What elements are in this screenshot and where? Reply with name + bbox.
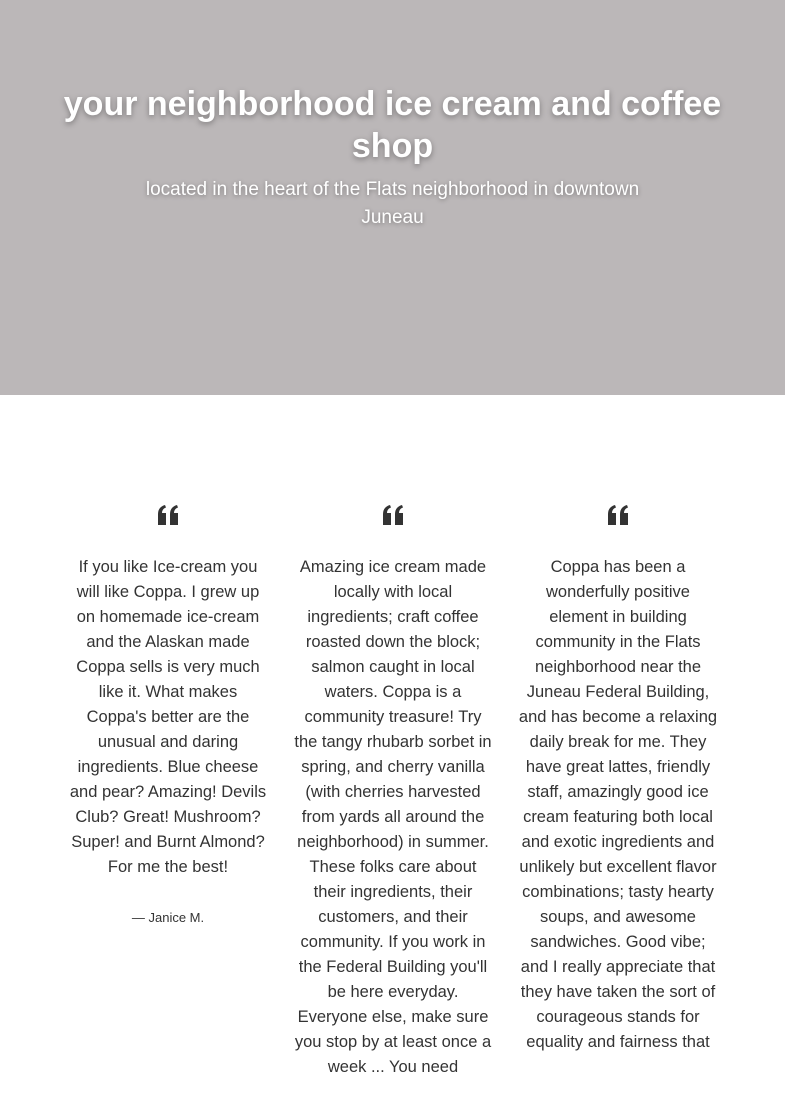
testimonial-author: — Janice M. — [131, 910, 205, 925]
testimonial-card — [293, 505, 493, 1080]
quote-left-icon — [68, 505, 268, 537]
testimonial-card — [68, 505, 268, 925]
quote-left-icon — [293, 505, 493, 537]
testimonial-text: Coppa has been a wonderfully positive element in building community in the Flats neighborhood near the Juneau Federal Building, and has become a relaxing daily break for me. They have great lattes, friendly staff, amazingly good ice cream featuring both local and exotic ingredients and unlikely but excellent flavor combinations; tasty hearty soups, and awesome sandwiches. Good vibe; and I really appreciate that they have taken the sort of courageous stands for equality and fairness that — [518, 558, 718, 1051]
testimonial-text: Amazing ice cream made locally with local ingredients; craft coffee roasted down the block; salmon caught in local waters. Coppa is a community treasure! Try the tangy rhubarb sorbet in spring, and cherry vanilla (with cherries harvested from yards all around the neighborhood) in summer. These folks care about their ingredients, their customers, and their community. If you work in the Federal Building you'll be here everyday. Everyone else, make sure you stop by at least once a week ... You need — [294, 558, 492, 1076]
testimonial-card — [518, 505, 718, 1055]
hero-title: your neighborhood ice cream and coffee shop — [63, 85, 722, 165]
testimonial-text: If you like Ice-cream you will like Coppa. I grew up on homemade ice-cream and the Alaskan made Coppa sells is very much like it. What makes Coppa's better are the unusual and daring ingredients. Blue cheese and pear? Amazing! Devils Club? Great! Mushroom? Super! and Burnt Almond? For me the best! — [69, 558, 267, 876]
quote-left-icon — [518, 505, 718, 537]
hero-banner — [0, 0, 785, 395]
hero-subtitle: located in the heart of the Flats neighborhood in downtown Juneau — [145, 179, 640, 228]
